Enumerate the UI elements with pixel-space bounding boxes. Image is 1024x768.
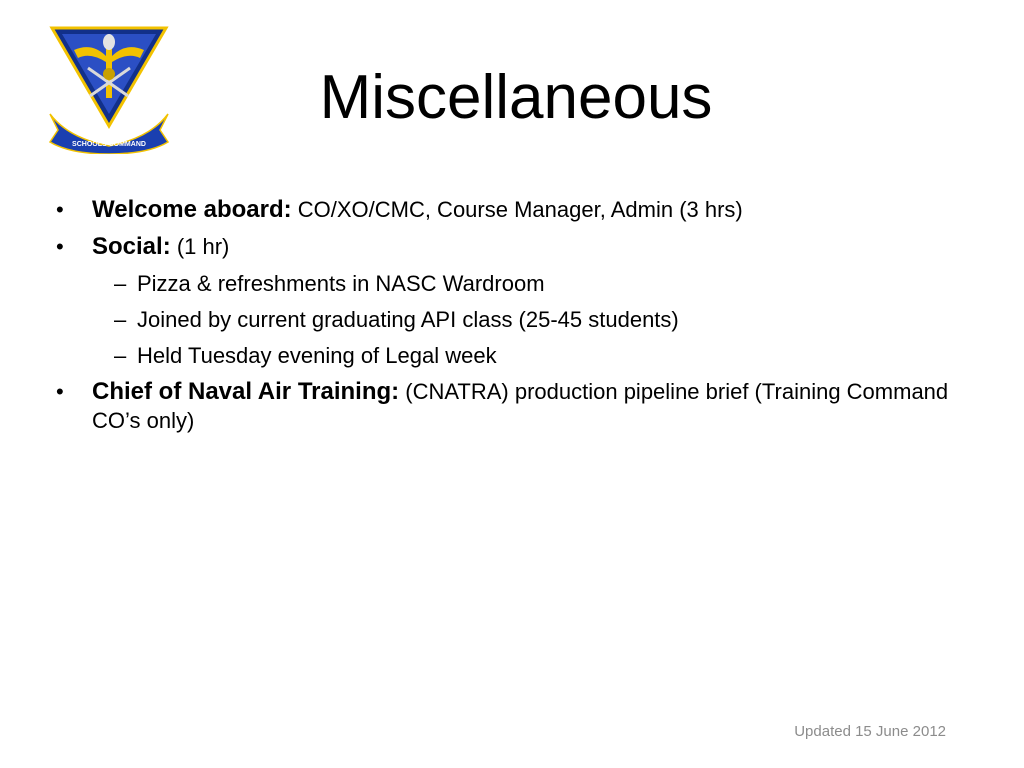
bullet-heading: Chief of Naval Air Training: bbox=[92, 378, 400, 405]
logo-text-line1: NAVAL AVIATION bbox=[80, 131, 138, 138]
sub-bullet-text: Pizza & refreshments in NASC Wardroom bbox=[137, 271, 545, 296]
bullet-mark: • bbox=[56, 197, 64, 222]
sub-bullet-text: Joined by current graduating API class (25-45 students) bbox=[137, 307, 679, 332]
logo-text-line2: SCHOOLS COMMAND bbox=[72, 141, 146, 148]
bullet-mark: • bbox=[56, 379, 64, 404]
bullet-heading: Welcome aboard: bbox=[92, 196, 292, 223]
bullet-heading: Social: bbox=[92, 233, 171, 260]
sub-bullet-item bbox=[50, 269, 950, 298]
bullet-text: (1 hr) bbox=[170, 234, 230, 259]
bullet-item bbox=[50, 232, 950, 261]
bullet-item bbox=[50, 195, 950, 224]
bullet-mark: • bbox=[56, 234, 64, 259]
sub-bullet-item bbox=[50, 305, 950, 334]
sub-bullet-mark: – bbox=[114, 271, 127, 296]
slide-content bbox=[50, 195, 950, 443]
bullet-text: CO/XO/CMC, Course Manager, Admin (3 hrs) bbox=[291, 197, 743, 222]
sub-bullet-item bbox=[50, 341, 950, 370]
updated-date-footer: Updated 15 June 2012 bbox=[794, 723, 946, 740]
bullet-text: (CNATRA) production pipeline brief (Training Command CO’s only) bbox=[92, 379, 949, 433]
bullet-item bbox=[50, 377, 950, 435]
sub-bullet-mark: – bbox=[114, 307, 127, 332]
sub-bullet-text: Held Tuesday evening of Legal week bbox=[137, 343, 497, 368]
slide-title: Miscellaneous bbox=[319, 63, 713, 132]
sub-bullet-mark: – bbox=[114, 343, 127, 368]
